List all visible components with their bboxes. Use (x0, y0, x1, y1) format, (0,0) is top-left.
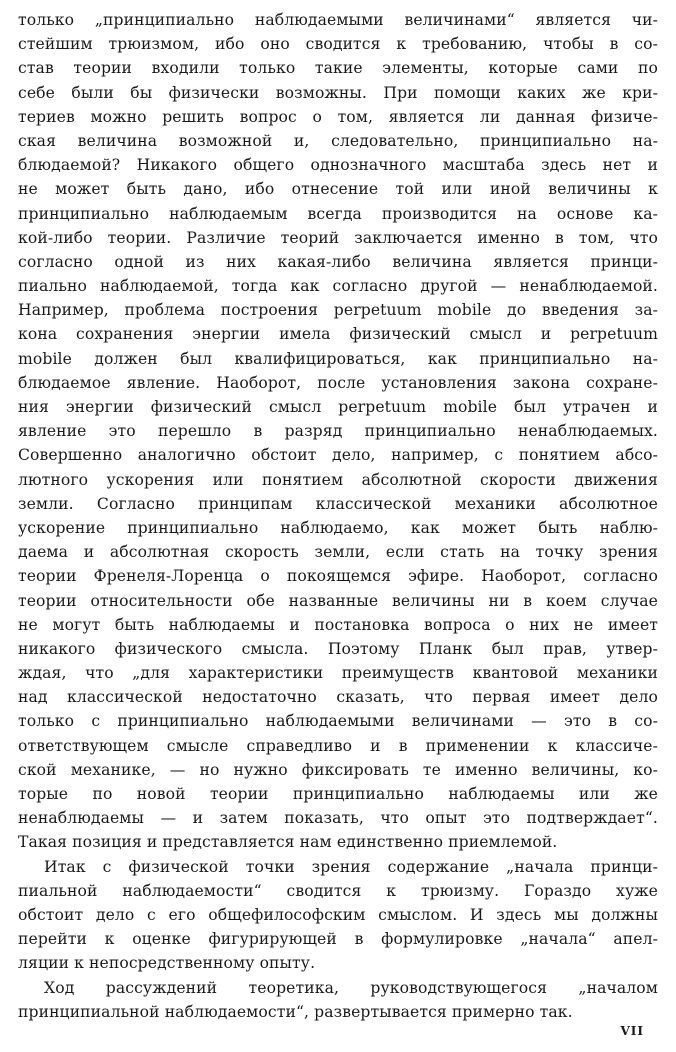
text-line: ская величина возможной и, следовательно, принципиально на- (18, 131, 658, 150)
text-line: пиально наблюдаемой, тогда как согласно другой — ненаблюдаемой. (18, 277, 658, 296)
text-line: ской механике, — но нужно фиксировать те именно величины, ко- (18, 760, 658, 779)
text-line: только „принципиально наблюдаемыми величинами“ является чи- (18, 11, 658, 29)
text-line: согласно одной из них какая-либо величина является принци- (18, 252, 658, 271)
text-line: принципиально наблюдаемым всегда производится на основе ка- (18, 204, 658, 223)
text-line: принципиальной наблюдаемости“, развертывается примерно так. (18, 1002, 573, 1021)
text-line: лютного ускорения или понятием абсолютной скорости движения (18, 470, 658, 489)
text-line: над классической недостаточно сказать, что первая имеет дело (18, 688, 658, 707)
paragraph (18, 855, 658, 976)
text-line: ния энергии физический смысл perpetuum mobile был утрачен и (18, 398, 658, 416)
text-line: обстоит дело с его общефилософским смыслом. И здесь мы должны (18, 905, 658, 924)
text-line: только с принципиально наблюдаемыми величинами — это в со- (18, 712, 658, 731)
text-line: Ход рассуждений теоретика, руководствующегося „началом (44, 978, 658, 997)
text-line: теории относительности обе названные величины ни в коем случае (18, 591, 658, 610)
text-line: Совершенно аналогично обстоит дело, например, с понятием абсо- (18, 446, 658, 465)
text-line: пиальной наблюдаемости“ сводится к трюизму. Гораздо хуже (18, 881, 658, 900)
paragraph (18, 976, 658, 1024)
text-line: не могут быть наблюдаемы и постановка вопроса о них не имеет (18, 615, 658, 634)
text-line: земли. Согласно принципам классической механики абсолютное (18, 494, 658, 513)
text-line: Итак с физической точки зрения содержание „начала принци- (44, 857, 658, 876)
text-line: mobile должен был квалифицироваться, как принципиально на- (18, 349, 658, 368)
text-line: торые по новой теории принципиально наблюдаемы или же (18, 785, 658, 803)
text-line: ненаблюдаемы — и затем показать, что опыт это подтверждает“. (18, 809, 658, 828)
text-line: явление это перешло в разряд принципиально ненаблюдаемых. (18, 422, 658, 441)
text-line: Например, проблема построения perpetuum mobile до введения за- (18, 301, 658, 320)
body-text (18, 8, 658, 1024)
paragraph (18, 8, 658, 855)
text-line: даема и абсолютная скорость земли, если стать на точку зрения (18, 543, 658, 562)
text-line: став теории входили только такие элементы, которые сами по (18, 59, 658, 78)
text-line: Такая позиция и представляется нам единственно приемлемой. (18, 833, 558, 852)
text-line: стейшим трюизмом, ибо оно сводится к требованию, чтобы в со- (18, 35, 658, 54)
text-line: блюдаемой? Никакого общего однозначного масштаба здесь нет и (18, 156, 658, 175)
text-line: ответствующем смысле справедливо и в применении к классиче- (18, 736, 658, 755)
page-number: VII (620, 1024, 644, 1038)
document-page (18, 8, 658, 1044)
text-line: ляции к непосредственному опыту. (18, 954, 316, 973)
text-line: себе были бы физически возможны. При помощи каких же кри- (18, 83, 658, 102)
text-line: териев можно решить вопрос о том, является ли данная физиче- (18, 107, 658, 126)
text-line: ускорение принципиально наблюдаемо, как может быть наблю- (18, 518, 658, 537)
text-line: не может быть дано, ибо отнесение той или иной величины к (18, 180, 658, 199)
text-line: никакого физического смысла. Поэтому Планк был прав, утвер- (18, 639, 658, 658)
text-line: ждая, что „для характеристики преимуществ квантовой механики (18, 664, 658, 683)
text-line: перейти к оценке фигурирующей в формулировке „начала“ апел- (18, 930, 658, 949)
text-line: теории Френеля-Лоренца о покоящемся эфире. Наоборот, согласно (18, 567, 658, 586)
text-line: блюдаемое явление. Наоборот, после установления закона сохране- (18, 373, 658, 392)
text-line: кона сохранения энергии имела физический смысл и perpetuum (18, 325, 658, 344)
text-line: кой-либо теории. Различие теорий заключается именно в том, что (18, 228, 658, 247)
